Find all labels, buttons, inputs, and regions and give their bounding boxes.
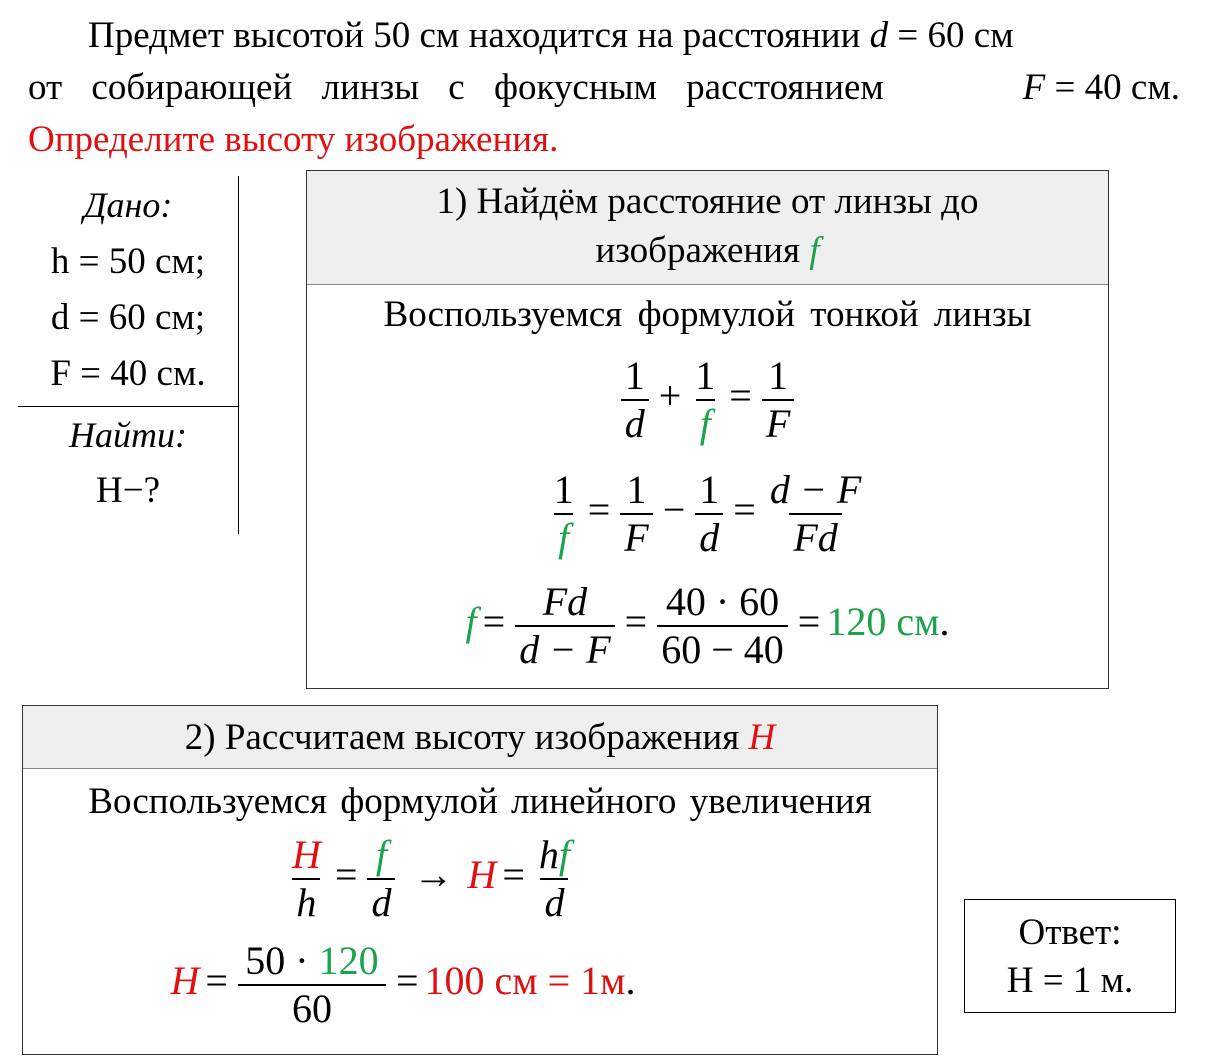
height-num-b: 120 [318, 938, 379, 983]
var-H-calc: H [170, 958, 200, 1004]
step2-header-var: H [748, 717, 776, 758]
task-text: Определите высоту изображения. [28, 119, 559, 160]
frac-1-d: $\frac{1}{d}$ [621, 353, 649, 447]
problem-line-1 [28, 10, 1180, 62]
step2-result: 100 см = 1м [424, 958, 626, 1004]
frac-calc [657, 579, 788, 673]
step1-result: 120 см [826, 599, 940, 645]
step1-header [307, 171, 1108, 285]
step2-header-text: 2) Рассчитаем высоту изображения [184, 717, 740, 758]
formula-rearranged: $\frac{1}{f}$ = $\frac{1}{F}$ − $\frac{1}{d}$ = $\frac{d - F}{Fd}$ [307, 467, 1108, 561]
frac-1-d-b: $\frac{1}{d}$ [695, 467, 723, 561]
step1-text: Воспользуемся формулой тонкой линзы [383, 294, 1032, 335]
magnification-formula: $\frac{H}{h}$ = $\frac{f}{d}$ → H = $\frac{hf}{d}$ [0, 832, 937, 926]
height-den: 60 [238, 984, 386, 1032]
calc-den: 60 − 40 [657, 625, 788, 673]
given-d: d = 60 см; [50, 297, 206, 338]
step2-header [23, 706, 937, 769]
step1-header-line1: 1) Найдём расстояние от линзы до [436, 181, 979, 222]
frac-height-calc [238, 938, 386, 1032]
frac-1-f-b: $\frac{1}{f}$ [553, 467, 574, 560]
find-value: H−? [95, 470, 160, 511]
answer-label: Ответ: [1018, 912, 1122, 953]
given-label: Дано: [83, 185, 173, 225]
frac-1-F-b: $\frac{1}{F}$ [620, 467, 652, 561]
calc-num: 40 · 60 [665, 579, 780, 624]
var-H: H [467, 852, 497, 898]
frac-1-f: $\frac{1}{f}$ [695, 353, 716, 446]
thin-lens-formula: $\frac{1}{d}$ + $\frac{1}{f}$ = $\frac{1}{F}$ [307, 353, 1108, 447]
answer-box [964, 899, 1176, 1013]
problem-text-2: от собирающей линзы с фокусным расстоянием [28, 67, 884, 108]
given-h: h = 50 см; [50, 241, 206, 282]
var-f-result: f [465, 599, 477, 645]
formula-result: f = $\frac{Fd}{d - F}$ = $\frac{40 \cdot 60}{60 - 40}$ = 120 см. [465, 579, 950, 672]
given-F: F = 40 см. [50, 353, 206, 394]
eq-sign-2: = [1045, 67, 1085, 108]
step2-box [22, 705, 938, 1055]
find-label: Найти: [69, 415, 187, 455]
frac-f-d: $\frac{f}{d}$ [367, 832, 395, 926]
frac-dF-Fd: $\frac{d - F}{Fd}$ [769, 467, 862, 560]
eq-sign: = [888, 15, 928, 56]
problem-text-1: Предмет высотой 50 см находится на расстоянии [88, 15, 861, 56]
value-d: 60 см [927, 15, 1014, 56]
var-F: F [1022, 67, 1046, 108]
frac-1-F: $\frac{1}{F}$ [762, 353, 794, 447]
step1-header-line2 [307, 226, 1108, 275]
height-num-a: 50 · [245, 938, 319, 983]
frac-Fd-dF: $\frac{Fd}{d - F}$ [515, 579, 614, 673]
step1-header-text: изображения [595, 230, 801, 271]
value-F: 40 см. [1084, 67, 1180, 108]
var-d: d [869, 15, 889, 56]
frac-H-h: $\frac{H}{h}$ [291, 832, 321, 925]
frac-hf-d: $\frac{hf}{d}$ [538, 832, 571, 925]
step1-header-var: f [809, 230, 820, 271]
problem-statement [28, 10, 1180, 166]
problem-line-2 [28, 62, 1180, 114]
given-block [18, 176, 239, 534]
arrow: → [413, 852, 454, 898]
step2-text: Воспользуемся формулой линейного увеличения [88, 781, 872, 822]
height-calc: H = $\frac{50 \cdot 120}{60}$ = 100 см = 1м. [170, 938, 636, 1031]
step1-box [306, 170, 1109, 689]
answer-value: H = 1 м. [1006, 960, 1134, 1001]
